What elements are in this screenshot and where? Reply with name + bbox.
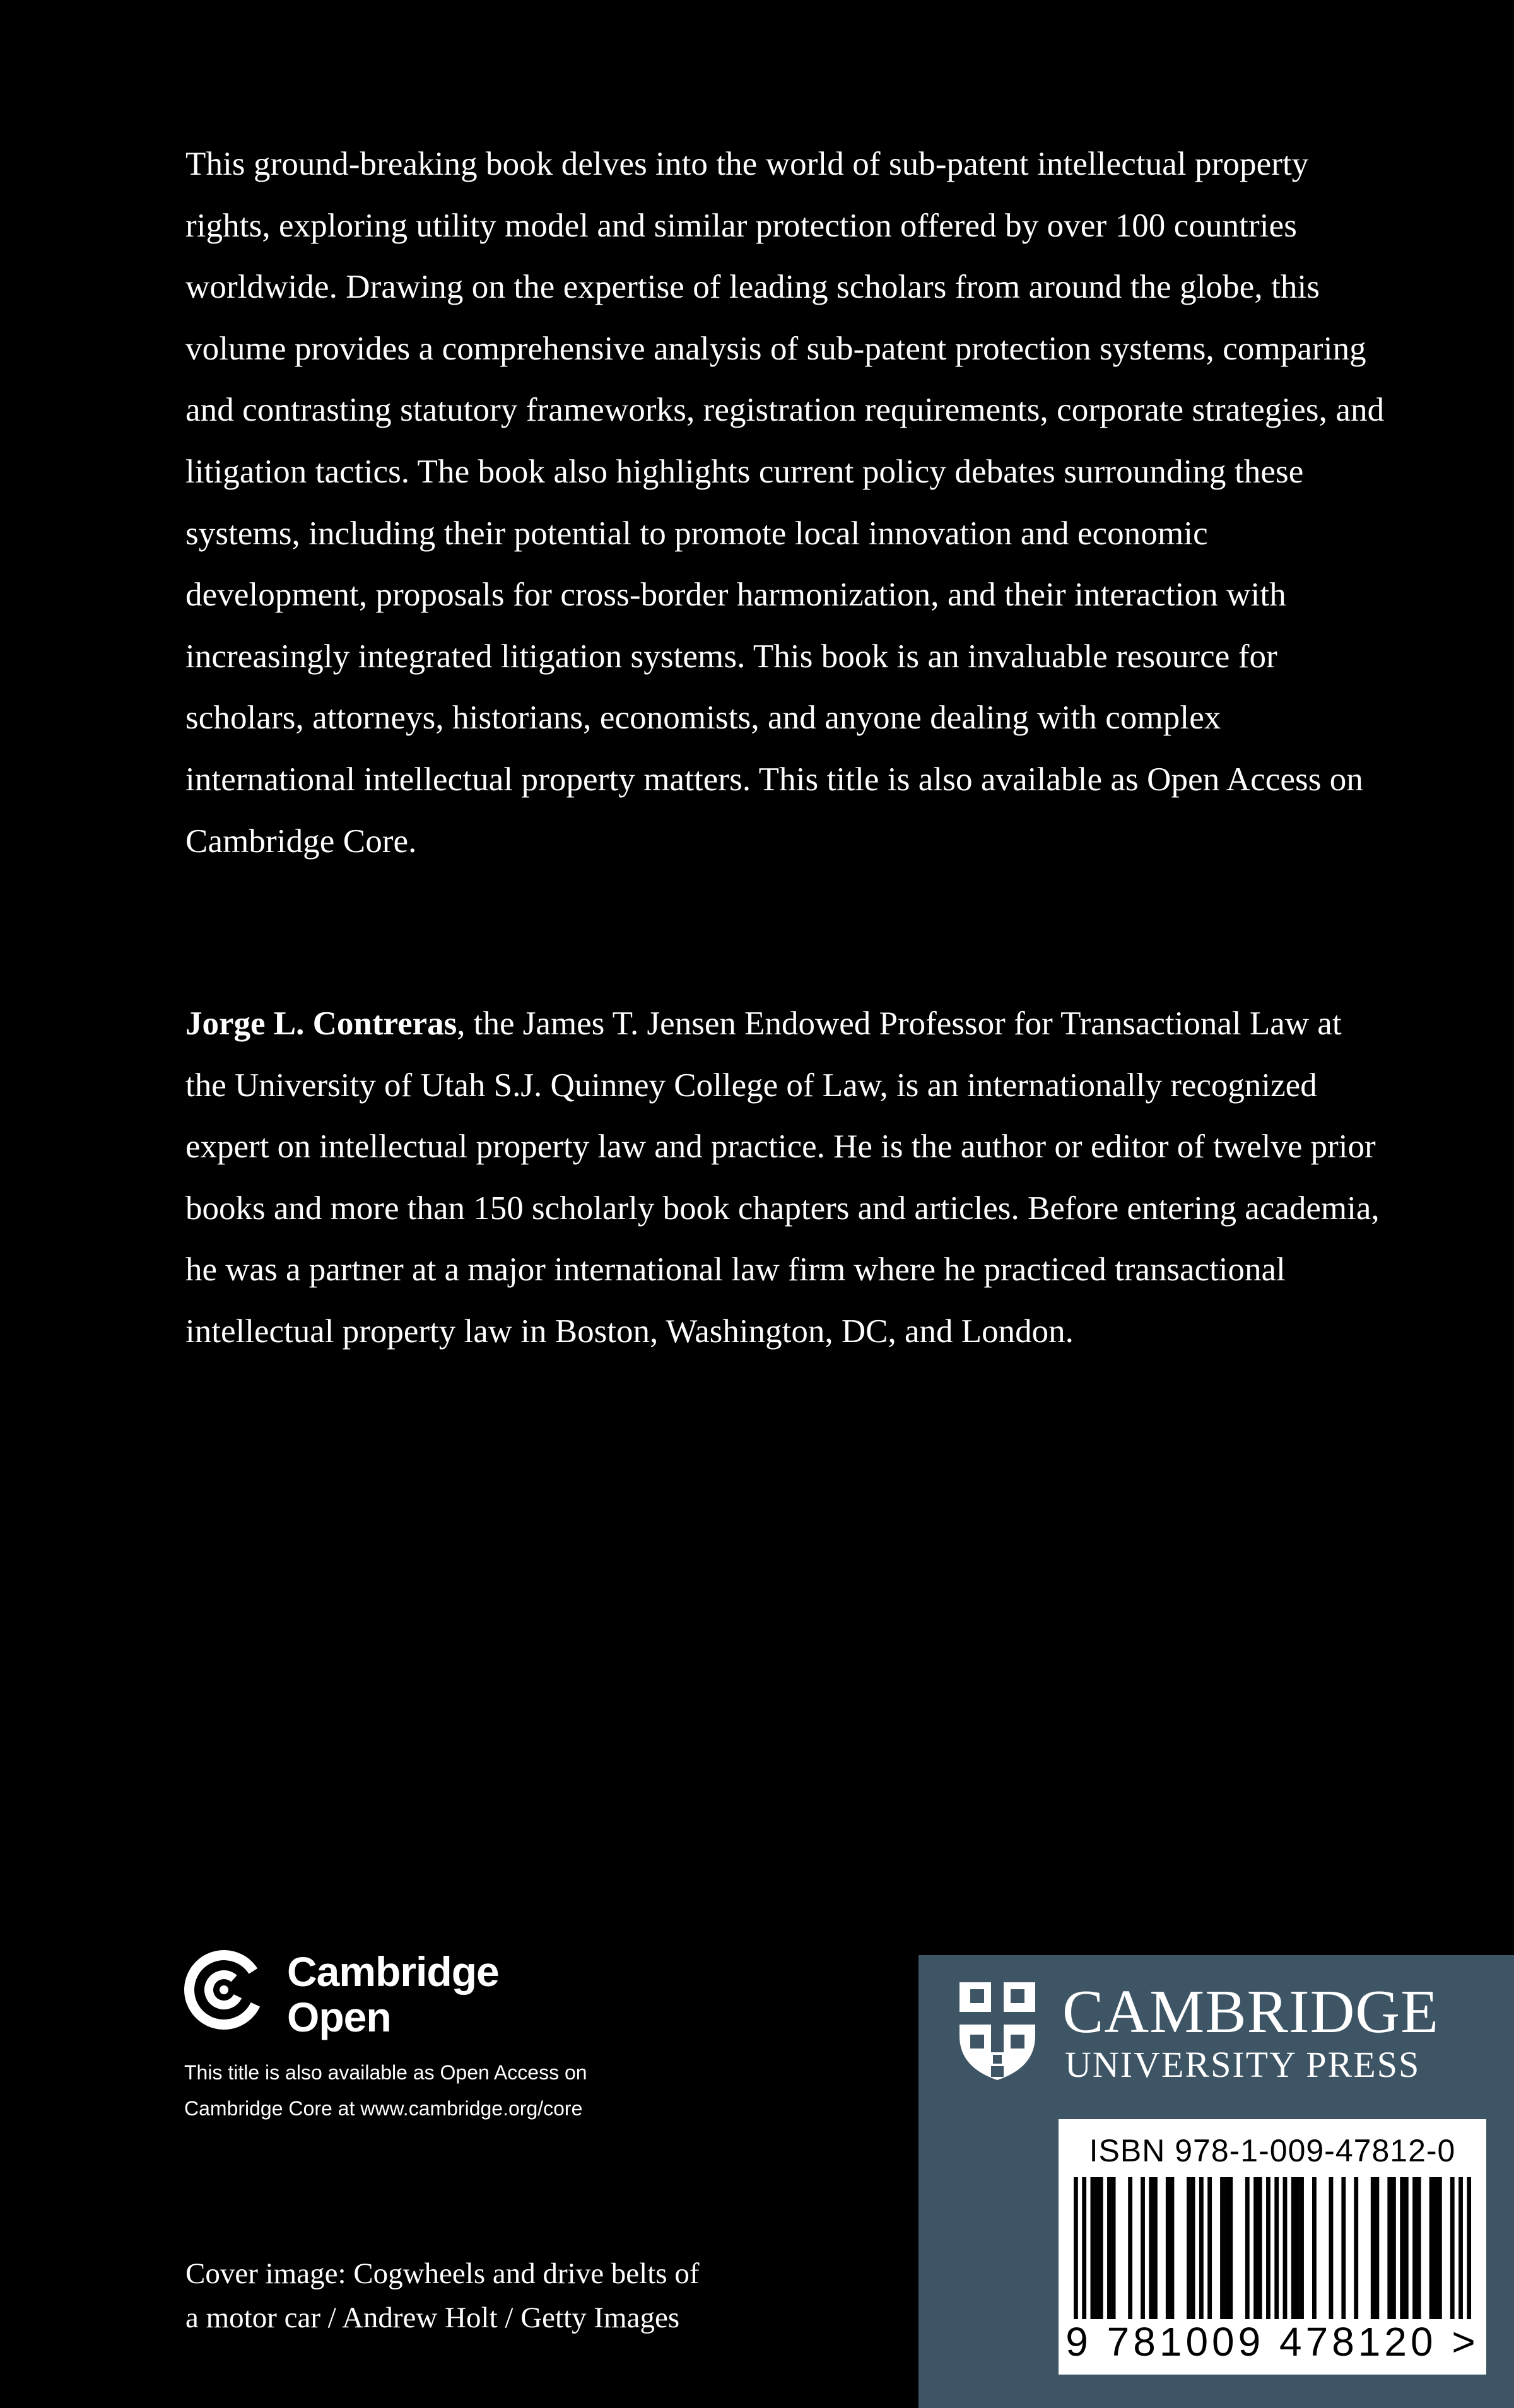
- barcode-bar: [1295, 2177, 1300, 2319]
- barcode-bar: [1450, 2177, 1455, 2319]
- barcode-bar: [1400, 2177, 1404, 2319]
- barcode-bar: [1207, 2177, 1212, 2319]
- barcode-bar: [1274, 2177, 1279, 2319]
- barcode-bar: [1375, 2177, 1379, 2319]
- publisher-panel: [918, 1955, 1514, 2408]
- barcode-bar: [1220, 2177, 1224, 2319]
- barcode-bar: [1199, 2177, 1204, 2319]
- barcode-bar: [1291, 2177, 1296, 2319]
- barcode-bar: [1099, 2177, 1103, 2319]
- isbn-label: ISBN 978-1-009-47812-0: [1089, 2133, 1456, 2168]
- barcode-bar: [1094, 2177, 1099, 2319]
- barcode-bar: [1191, 2177, 1195, 2319]
- cover-credit-line-1: Cover image: Cogwheels and drive belts of: [185, 2257, 700, 2290]
- barcode-bar: [1153, 2177, 1158, 2319]
- barcode-bar: [1312, 2177, 1317, 2319]
- barcode: [1074, 2177, 1471, 2319]
- barcode-bar: [1438, 2177, 1442, 2319]
- barcode-bar: [1283, 2177, 1288, 2319]
- cambridge-open-wordmark: [287, 1949, 602, 2040]
- barcode-bar: [1404, 2177, 1409, 2319]
- barcode-bar: [1433, 2177, 1438, 2319]
- cover-credit-line-2: a motor car / Andrew Holt / Getty Images: [185, 2301, 680, 2334]
- barcode-bar: [1141, 2177, 1145, 2319]
- cambridge-open-icon: [183, 1949, 265, 2031]
- isbn-barcode-box: [1059, 2119, 1486, 2375]
- open-access-note-line-2: Cambridge Core at www.cambridge.org/core: [184, 2097, 583, 2120]
- barcode-bar: [1392, 2177, 1396, 2319]
- barcode-bar: [1258, 2177, 1262, 2319]
- barcode-bar: [1387, 2177, 1392, 2319]
- barcode-bar: [1149, 2177, 1153, 2319]
- open-access-note-line-1: This title is also available as Open Access on: [184, 2061, 587, 2084]
- barcode-bar: [1082, 2177, 1086, 2319]
- publisher-subname: UNIVERSITY PRESS: [1065, 2044, 1421, 2085]
- barcode-bar: [1107, 2177, 1112, 2319]
- barcode-bar: [1354, 2177, 1358, 2319]
- barcode-bar: [1429, 2177, 1434, 2319]
- cambridge-open-word-1: Cambridge: [287, 1948, 499, 1995]
- barcode-bar: [1224, 2177, 1229, 2319]
- barcode-bar: [1371, 2177, 1375, 2319]
- barcode-bar: [1266, 2177, 1270, 2319]
- barcode-bar: [1128, 2177, 1132, 2319]
- book-description: This ground-breaking book delves into the world of sub-patent intellectual property rights, exploring utility model and similar protection offered by over 100 countries worldwide. Drawing on the expertise of leading scholars from around the globe, this volume provides a comprehensive analysis of sub-patent protection systems, comparing and contrasting statutory frameworks, registration requirements, corporate strategies, and litigation tactics. The book also highlights current policy debates surrounding these systems, including their potential to promote local innovation and economic development, proposals for cross-border harmonization, and their interaction with increasingly integrated litigation systems. This book is an invaluable resource for scholars, attorneys, historians, economists, and anyone dealing with complex international intellectual property matters. This title is also available as Open Access on Cambridge Core.: [185, 146, 1385, 860]
- barcode-bar: [1458, 2177, 1463, 2319]
- publisher-name: CAMBRIDGE: [1062, 1978, 1440, 2046]
- ean-digits: 9 781009 478120 >: [1065, 2319, 1479, 2364]
- barcode-bar: [1467, 2177, 1471, 2319]
- cambridge-shield-icon: [956, 1979, 1038, 2083]
- author-bio-text: , the James T. Jensen Endowed Professor for Transactional Law at the University of Utah S.J. Quinney College of Law, is an internationally recognized expert on intellectual property law and practice. He is the author or editor of twelve prior books and more than 150 scholarly book chapters and articles. Before entering academia, he was a partner at a major international law firm where he practiced transactional intellectual property law in Boston, Washington, DC, and London.: [185, 1005, 1380, 1350]
- barcode-bar: [1170, 2177, 1175, 2319]
- barcode-bar: [1300, 2177, 1304, 2319]
- barcode-bar: [1412, 2177, 1417, 2319]
- barcode-bar: [1112, 2177, 1116, 2319]
- barcode-bar: [1074, 2177, 1078, 2319]
- barcode-bar: [1091, 2177, 1095, 2319]
- barcode-bar: [1245, 2177, 1250, 2319]
- author-bio: [185, 993, 1387, 1363]
- cover-image-credit: [185, 2252, 816, 2340]
- barcode-bar: [1166, 2177, 1170, 2319]
- barcode-bar: [1253, 2177, 1258, 2319]
- barcode-bar: [1187, 2177, 1191, 2319]
- barcode-bar: [1228, 2177, 1233, 2319]
- barcode-bar: [1329, 2177, 1334, 2319]
- cambridge-open-word-2: Open: [287, 1994, 391, 2040]
- barcode-bar: [1341, 2177, 1346, 2319]
- author-name: Jorge L. Contreras: [185, 1005, 457, 1042]
- barcode-bar: [1417, 2177, 1421, 2319]
- open-access-note: [184, 2055, 752, 2127]
